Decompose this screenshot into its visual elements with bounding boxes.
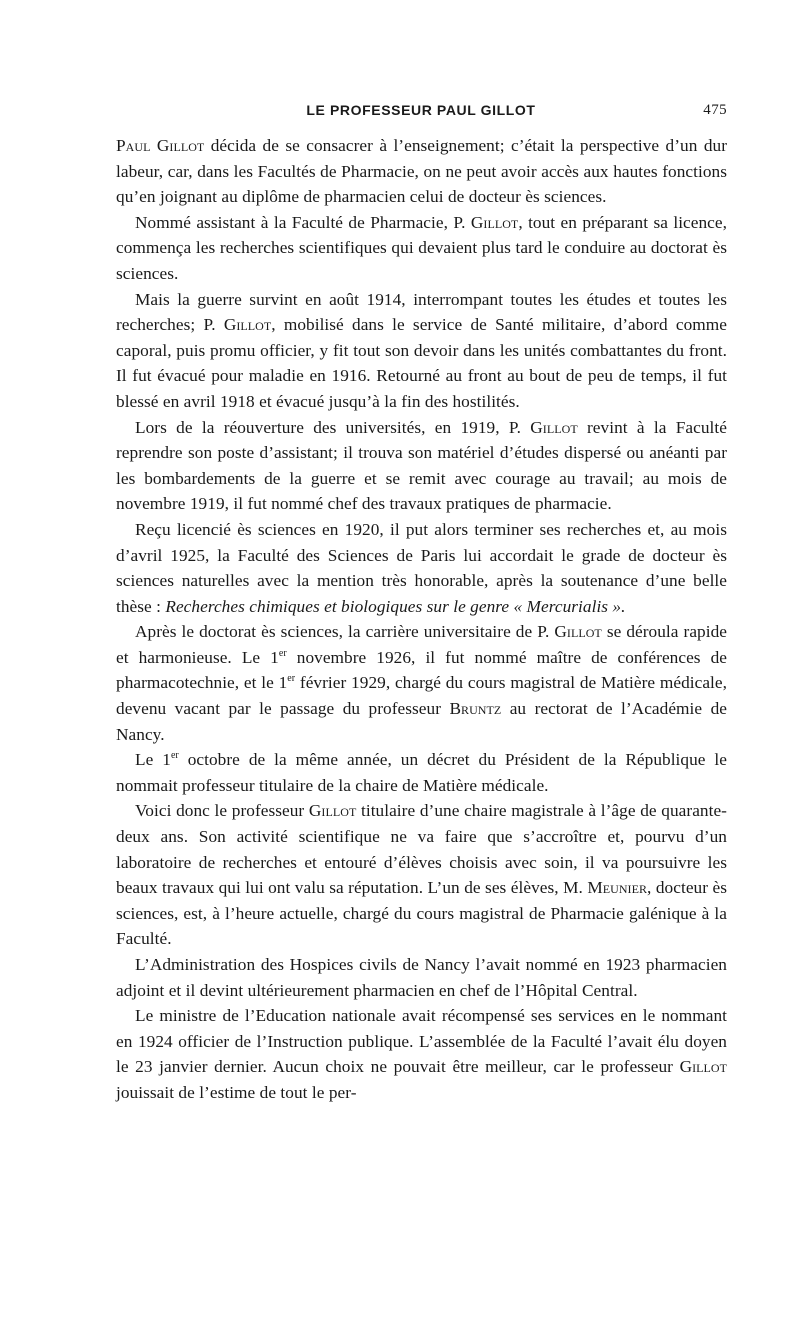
text-run: décida de se consacrer à l’enseignement; c’était la perspective d’un dur labeur, car, dans les Facultés de Pharmacie, on ne peut avoir accès aux hautes fonctions qu’en joignant au diplôme de pharmacien celui de docteur ès sciences.: [116, 136, 728, 207]
text-run: Reçu licencié ès sciences en 1920, il put alors terminer ses recherches et, au mois d’avril 1925, la Faculté des Sciences de Paris lui accordait le grade de docteur ès sciences naturelles avec la mention très honorable, après la soutenance d’une belle thèse :: [116, 519, 727, 616]
thesis-title: Recherches chimiques et biologiques sur le genre « Mercurialis ».: [165, 596, 626, 616]
text-run: , mobilisé dans le service de Santé militaire, d’abord comme caporal, puis promu officier, y fit tout son devoir dans les unités combattantes du front. Il fut évacué pour maladie en 1916. Retourné au front au bout de peu de temps, il fut blessé en avril 1918 et évacué jusqu’à la fin des hostilités.: [116, 315, 728, 411]
text-run: , docteur ès sciences, est, à l’heure actuelle, chargé du cours magistral de Pharmacie galénique à la Faculté.: [116, 878, 727, 949]
author-name: Paul Gillot: [116, 136, 205, 155]
author-name: Gillot: [308, 801, 357, 821]
paragraph: [116, 517, 727, 619]
running-title: LE PROFESSEUR PAUL GILLOT: [306, 102, 536, 118]
author-name: Gillot: [679, 1057, 727, 1077]
body-text: [116, 133, 727, 1106]
paragraph: [116, 619, 727, 747]
author-name: Gillot: [554, 622, 602, 642]
superscript: er: [170, 750, 179, 762]
paragraph: [116, 952, 727, 1003]
text-run: Voici donc le professeur: [135, 801, 309, 821]
author-name: Gillot: [223, 315, 272, 335]
text-run: Nommé assistant à la Faculté de Pharmacie, P.: [135, 212, 471, 232]
running-header: [115, 102, 727, 126]
text-run: octobre de la même année, un décret du Président de la République le nommait professeur titulaire de la chaire de Matière médicale.: [116, 750, 727, 795]
text-run: Après le doctorat ès sciences, la carrière universitaire de P.: [135, 622, 555, 642]
text-run: Le 1: [135, 750, 171, 770]
text-run: Le ministre de l’Education nationale avait récompensé ses services en le nommant en 1924 officier de l’Instruction publique. L’assemblée de la Faculté l’avait élu doyen le 23 janvier dernier. Aucun choix ne pouvait être meilleur, car le professeur: [116, 1006, 727, 1077]
paragraph: [116, 210, 727, 287]
text-run: , tout en préparant sa licence, commença les recherches scientifiques qui devaient plus tard le conduire au doctorat ès sciences.: [116, 212, 727, 283]
text-run: jouissait de l’estime de tout le per-: [116, 1082, 357, 1102]
text-run: se déroula rapide et harmonieuse. Le 1: [116, 622, 727, 667]
text-run: Lors de la réouverture des universités, en 1919, P.: [135, 417, 531, 437]
text-run: au rectorat de l’Académie de Nancy.: [116, 699, 727, 744]
text-run: novembre 1926, il fut nommé maître de conférences de pharmacotechnie, et le 1: [116, 647, 728, 693]
text-run: février 1929, chargé du cours magistral de Matière médicale, devenu vacant par le passage du professeur: [116, 673, 727, 719]
text-run: L’Administration des Hospices civils de Nancy l’avait nommé en 1923 pharmacien adjoint et il devint ultérieurement pharmacien en chef de l’Hôpital Central.: [116, 955, 727, 1000]
paragraph: [116, 287, 727, 415]
superscript: er: [287, 673, 296, 685]
paragraph: [116, 747, 727, 798]
paragraph: [116, 1003, 727, 1105]
paragraph: [116, 415, 727, 517]
author-name: Meunier: [587, 878, 648, 898]
text-run: revint à la Faculté reprendre son poste d’assistant; il trouva son matériel d’études dispersé ou anéanti par les bombardements de la guerre et se remit avec courage au travail; au mois de novembre 1919, il fut nommé chef des travaux pratiques de pharmacie.: [116, 417, 727, 514]
superscript: er: [278, 647, 287, 659]
author-name: Bruntz: [449, 699, 502, 719]
text-run: titulaire d’une chaire magistrale à l’âge de quarante-deux ans. Son activité scientifique ne va faire que s’accroître et, pourvu d’un laboratoire de recherches et entouré d’élèves choisis avec soin, il va poursuivre les beaux travaux qui lui ont valu sa réputation. L’un de ses élèves, M.: [116, 801, 727, 898]
author-name: Gillot: [470, 212, 519, 232]
author-name: Gillot: [530, 417, 578, 437]
page-number: 475: [703, 102, 727, 118]
paragraph: [116, 133, 727, 210]
text-run: Mais la guerre survint en août 1914, interrompant toutes les études et toutes les recherches; P.: [116, 289, 727, 335]
paragraph: [116, 798, 727, 952]
